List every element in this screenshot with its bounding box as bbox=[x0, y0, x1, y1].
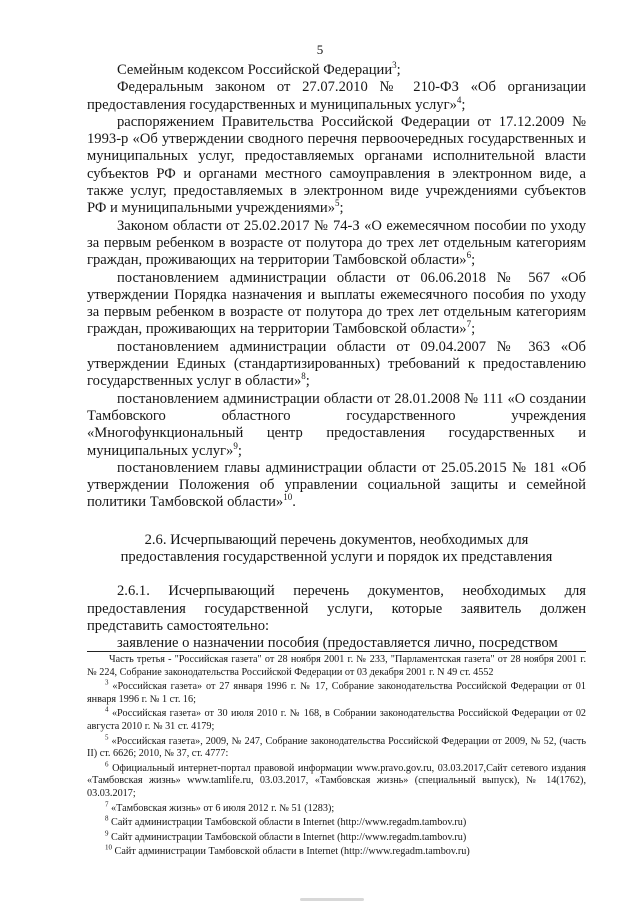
section-heading-line2: предоставления государственной услуги и порядок их представления bbox=[120, 549, 553, 566]
footnote-item: $^8$ Сайт администрации Тамбовской области в Internet (http://www.regadm.tambov.ru) bbox=[105, 814, 467, 829]
paragraph-government-order: распоряжением Правительства Российской Федерации от 17.12.2009 № 1993-р «Об утверждении сводного перечня первоочередных государственных и муниципальных услуг, предоставляемых органами исполнительной власти субъектов РФ и органами местного самоуправления в электронном виде, а также услуг, предоставляемых в электронном виде учреждениями субъектов РФ и муниципальными учреждениями»$^5$; bbox=[87, 113, 586, 217]
footnote-ref: 6 bbox=[466, 250, 472, 261]
footnote-item: $^{10}$ Сайт администрации Тамбовской области в Internet (http://www.regadm.tambov.ru) bbox=[105, 843, 470, 858]
footnote-item: $^7$ «Тамбовская жизнь» от 6 июля 2012 г. № 51 (1283); bbox=[105, 800, 335, 814]
paragraph-resolution-111: постановлением администрации области от 28.01.2008 № 111 «О создании Тамбовского областного государственного учреждения «Многофункциональный центр предоставления государственных и муниципальных услуг»$^9$; bbox=[87, 390, 586, 459]
paragraph-resolution-181: постановлением главы администрации области от 25.05.2015 № 181 «Об утверждении Положения об управлении социальной защиты и семейной политики Тамбовской области»$^{10}$. bbox=[87, 459, 586, 511]
footnote-ref: 10 bbox=[283, 492, 293, 503]
footnote-item: $^5$ «Российская газета», 2009, № 247, Собрание законодательства Российской Федерации от 2009, № 52, (часть II) ст. 6626; 2010, № 37, ст. 4777: bbox=[87, 733, 587, 760]
footnote-item: $^9$ Сайт администрации Тамбовской области в Internet (http://www.regadm.tambov.ru) bbox=[105, 829, 467, 843]
footnote-item: Часть третья - "Российская газета" от 28 ноября 2001 г. № 233, "Парламентская газета" от 28 ноября 2001 г. № 224, Собрание законодательства Российской Федерации от 03 декабря 2001 г. N 49 ст. 4552 bbox=[87, 654, 586, 678]
paragraph-resolution-363: постановлением администрации области от 09.04.2007 № 363 «Об утверждении Единых (стандартизированных) требований к предоставлению государственных услуг в области»$^8$; bbox=[87, 338, 586, 390]
paragraph-application: заявление о назначении пособия (предоставляется лично, посредством bbox=[117, 635, 558, 652]
footnote-ref: 8 bbox=[301, 371, 306, 382]
paragraph-family-code: Семейным кодексом Российской Федерации$^3$; bbox=[117, 60, 401, 78]
section-heading bbox=[87, 532, 586, 567]
section-heading-line1: 2.6. Исчерпывающий перечень документов, необходимых для bbox=[144, 531, 529, 548]
paragraph-resolution-567: постановлением администрации области от 06.06.2018 № 567 «Об утверждении Порядка назначения и выплаты ежемесячного пособия по уходу за первым ребенком в возрасте от полутора до трех лет отдельным категориям граждан, проживающих на территории Тамбовской области»$^7$; bbox=[87, 269, 586, 338]
footnote-item: $^3$ «Российская газета» от 27 января 1996 г. № 17, Собрание законодательства Российской Федерации от 01 января 1996 г. № 1 ст. 16; bbox=[87, 678, 586, 705]
footnote-ref: 5 bbox=[335, 198, 340, 209]
paragraph-2-6-1: 2.6.1. Исчерпывающий перечень документов, необходимых для предоставления государственной услуги, которые заявитель должен представить самостоятельно: bbox=[87, 583, 586, 634]
footnotes bbox=[87, 654, 586, 861]
footnote-ref: 3 bbox=[392, 60, 397, 71]
footnote-ref: 4 bbox=[456, 94, 462, 105]
body-text bbox=[87, 62, 586, 653]
footnote-item: $^6$ Официальный интернет-портал правовой информации www.pravo.gov.ru, 03.03.2017,Сайт сетевого издания «Тамбовская жизнь» www.tamlife.ru, 03.03.2017, «Тамбовская жизнь» (специальный выпуск), № 14(1762), 03.03.2017; bbox=[87, 760, 586, 799]
footnote-item: $^4$ «Российская газета» от 30 июля 2010 г. № 168, в Собрании законодательства Российской Федерации от 02 августа 2010 г. № 31 ст. 4179; bbox=[87, 705, 587, 732]
footnote-ref: 7 bbox=[466, 319, 472, 330]
footnote-divider bbox=[87, 651, 586, 652]
scan-smudge bbox=[300, 898, 364, 901]
page-number: 5 bbox=[316, 42, 324, 57]
paragraph-federal-law: Федеральным законом от 27.07.2010 № 210-ФЗ «Об организации предоставления государственных и муниципальных услуг»$^4$; bbox=[87, 79, 586, 113]
footnote-ref: 9 bbox=[233, 440, 238, 451]
paragraph-regional-law: Законом области от 25.02.2017 № 74-З «О ежемесячном пособии по уходу за первым ребенком в возрасте от полутора до трех лет отдельным категориям граждан, проживающих на территории Тамбовской области»$^6$; bbox=[87, 217, 586, 269]
